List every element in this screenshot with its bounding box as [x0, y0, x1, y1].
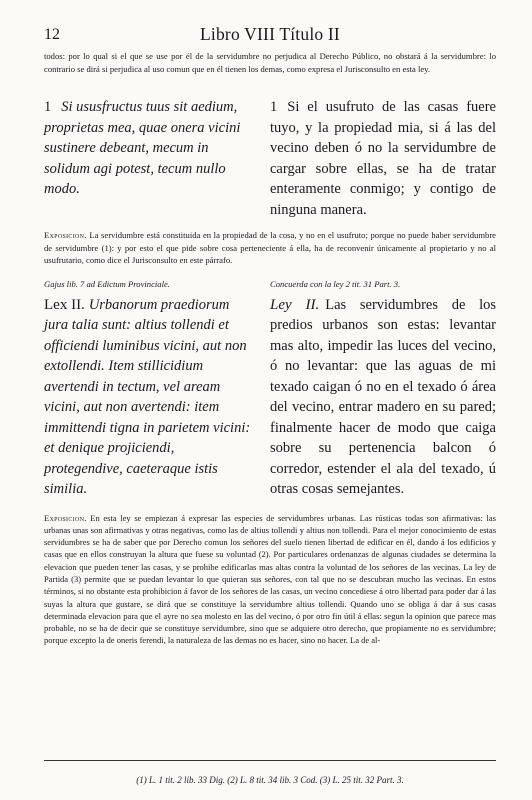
- exposition-1-label: Exposicion.: [44, 230, 87, 240]
- source-right: Concuerda con la ley 2 tit. 31 Part. 3.: [270, 278, 401, 289]
- law-1-spanish: [270, 97, 496, 220]
- exposition-2: [44, 512, 496, 647]
- exposition-1-text: La servidumbre está constituida en la propiedad de la cosa, y no en el usufruto; porque no puede haber servidumbre de servidumbre (1): y por esto el que pide sobre cosa perteneciente á ella, ha de reconvenir únicamente al propietario y no al usufrutario, como dice el Jurisconsulto en este párrafo.: [44, 230, 496, 265]
- source-citations: [44, 279, 496, 289]
- running-title: Libro VIII Título II: [200, 24, 340, 44]
- source-left: Gajus lib. 7 ad Edictum Provinciale.: [44, 278, 170, 289]
- law-2-block: [44, 295, 496, 500]
- law-1-latin-text: Si ususfructus tuus sit aedium, proprietas mea, quae onera vicini sustinere debeant, mecum in solidum agi potest, tecum nullo modo.: [44, 99, 241, 197]
- law-2-spanish-heading: Ley II.: [270, 296, 320, 313]
- exposition-2-text: En esta ley se empiezan á expresar las especies de servidumbres urbanas. Las rústicas todas son afirmativas: las urbanas unas son afirmativas y otras negativas, como las de altius tollendi y altius non tollendi. Para el mejor conocimiento de estas servidumbres se ha de saber que por Derecho comun los señores del suelo tienen libertad de edificar en él, dando á los edificios y casas que en ellos construyan la altura que fuese su voluntad (2). Por particulares ordenanzas de algunas ciudades se determina la elevacion que pueden tener las casas, y se prohibe edificarlas mas altas contra la voluntad de los señores de las vecinas. La ley de Partida (3) permite que se puedan levantar lo que quieran sus señores, con tal que no se descubran mucho las vecinas. En estos términos, si no obstante esta prohibicion á favor de los señores de las casas, un vecino concediese á otro libertad para poder dar á las suyas la altura que gustare, se dirá que se constituye la servidumbre altius tollendi. Quando uno se obliga á dar á sus casas determinada elevacion para que el ayre no sea molesto en las del vecino, ó por otro fin útil á ellas: segun la opinion que parece mas probable, no se ha de decir que se constituye servidumbre, sino que se adquiere otro derecho, que propiamente no es servidumbre; porque excepto la de oneris ferendi, la naturaleza de las demas no es hacer, sino no hacer. La de al-: [44, 512, 496, 646]
- law-2-latin: [44, 295, 254, 500]
- book-page: [44, 22, 496, 785]
- law-2-latin-text: Urbanorum praediorum jura talia sunt: altius tollendi et officiendi luminibus vicini, aut non extollendi. Item stillicidium avertendi in tectum, vel aream vicini, aut non avertendi: item immittendi tigna in parietem vicini: et denique projiciendi, protegendive, caeteraque istis similia.: [44, 296, 251, 497]
- page-header: [44, 22, 496, 48]
- page-number: 12: [44, 26, 60, 43]
- law-2-latin-heading: Lex II.: [44, 296, 85, 313]
- exposition-2-label: Exposicion.: [44, 512, 87, 523]
- exposition-1: [44, 229, 496, 267]
- continuation-paragraph: todos: por lo qual si el que se use por él de la servidumbre no perjudica al Derecho Público, no obstará á la servidumbre: lo contrario se dirá si perjudica al uso comun que en él tienen los demas, como expresa el Jurisconsulto en esta ley.: [44, 51, 496, 74]
- footnotes: (1) L. 1 tit. 2 lib. 33 Dig. (2) L. 8 tit. 34 lib. 3 Cod. (3) L. 25 tit. 32 Part. 3.: [136, 775, 404, 785]
- law-1-block: [44, 97, 496, 220]
- footnote-rule: [44, 760, 496, 761]
- law-1-latin: [44, 97, 254, 220]
- law-1-number-latin: 1: [44, 99, 52, 115]
- law-1-spanish-text: Si el usufruto de las casas fuere tuyo, y la propiedad mia, si á las del vecino deben ó no la servidumbre de cargar sobre ellas, se ha de tratar enteramente conmigo; y contigo de ninguna manera.: [270, 99, 496, 218]
- law-2-spanish: [270, 295, 496, 500]
- law-2-spanish-text: Las servidumbres de los predios urbanos son estas: levantar mas alto, impedir las luces del vecino, ó no levantar: que las aguas de mi texado caigan ó no en el texado ó área del vecino, entrar madero en su pared; finalmente hacer de modo que caiga sobre su pertenencia balcon ó corredor, estender el ala del texado, ú otras cosas semejantes.: [270, 296, 496, 497]
- law-1-number-spanish: 1: [270, 99, 278, 115]
